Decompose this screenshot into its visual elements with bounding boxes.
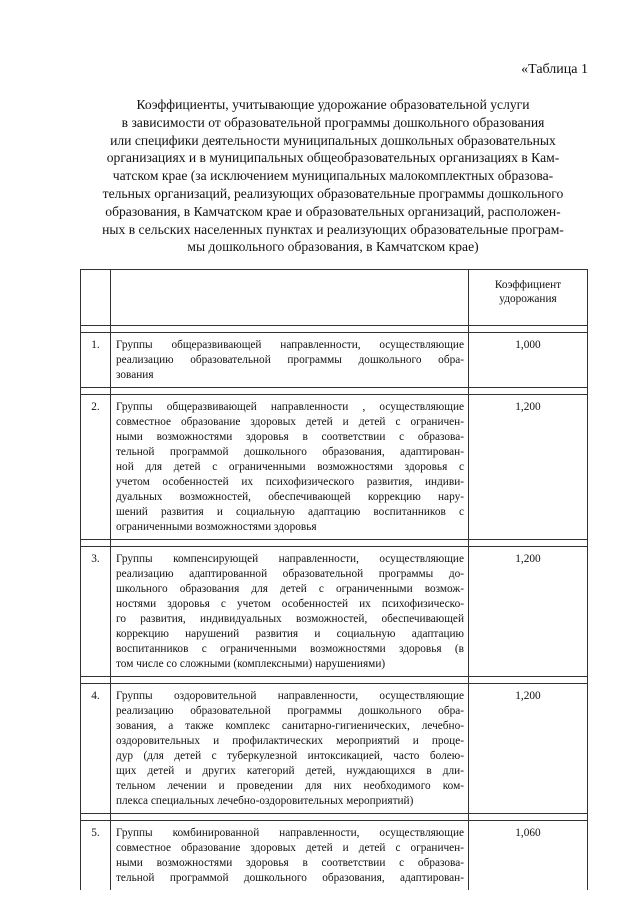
spacer-cell (469, 814, 588, 821)
caption-line: тельных организаций, реализующих образовательные программы дошкольного (102, 185, 564, 201)
row-number: 4. (81, 684, 111, 814)
table-row (81, 547, 588, 677)
description-line: тельной программой дошкольного образования, адаптирован- (116, 446, 464, 458)
spacer-cell (469, 677, 588, 684)
description-line: дуальных возможностей, обеспечивающей коррекцию нару- (116, 491, 464, 503)
table-label: «Таблица 1 (521, 62, 588, 77)
description-line: совместное образование здоровых детей и детей с ограничен- (116, 842, 464, 854)
description-line: школьного образования для детей с ограниченными возмож- (116, 583, 464, 595)
description-line: совместное образование здоровых детей и детей с ограничен- (116, 416, 464, 428)
description-line: реализацию образовательной программы дошкольного обра- (116, 354, 464, 366)
table-row (81, 684, 588, 814)
description-line: ограниченными возможностями здоровья (116, 521, 317, 533)
row-number: 5. (81, 821, 111, 891)
spacer-cell (81, 814, 111, 821)
description-line: учетом особенностей их психофизического развития, индиви- (116, 476, 464, 488)
group-description (111, 547, 469, 677)
table-header-row (81, 270, 588, 326)
row-number: 3. (81, 547, 111, 677)
coefficient-table (80, 269, 588, 890)
header-coef-cell: Коэффициент удорожания (469, 270, 588, 326)
description-line: зования (116, 369, 154, 381)
description-line: ными возможностями здоровья в соответствии с образова- (116, 857, 464, 869)
spacer-cell (81, 388, 111, 395)
description-line: воспитанников с ограниченными возможностями здоровья (в (116, 643, 464, 655)
table-spacer-row (81, 677, 588, 684)
description-line: тельной программой дошкольного образования, адаптирован- (116, 872, 464, 884)
table-spacer-row (81, 388, 588, 395)
description-line: тельном лечении и проведении для них необходимого ком- (116, 780, 464, 792)
header-name-cell (111, 270, 469, 326)
description-line: оздоровительных и профилактических мероприятий и проце- (116, 735, 464, 747)
caption-line: мы дошкольного образования, в Камчатском крае) (187, 239, 479, 255)
coefficient-value: 1,200 (469, 395, 588, 540)
description-line: щих детей и других категорий детей, нуждающихся в дли- (116, 765, 464, 777)
description-line: Группы общеразвивающей направленности , осуществляющие (116, 401, 464, 413)
coefficient-value: 1,060 (469, 821, 588, 891)
caption-line: в зависимости от образовательной программы дошкольного образования (121, 114, 545, 130)
group-description (111, 821, 469, 891)
header-num-cell (81, 270, 111, 326)
coefficient-value: 1,200 (469, 547, 588, 677)
caption-line: Коэффициенты, учитывающие удорожание образовательной услуги (136, 97, 530, 112)
description-line: Группы общеразвивающей направленности, осуществляющие (116, 339, 464, 351)
description-line: том числе со сложными (комплексными) нарушениями) (116, 658, 386, 670)
spacer-cell (111, 540, 469, 547)
group-description (111, 684, 469, 814)
table-caption (78, 96, 588, 256)
table-spacer-row (81, 814, 588, 821)
spacer-cell (469, 326, 588, 333)
description-line: реализацию образовательной программы дошкольного обра- (116, 705, 464, 717)
spacer-cell (469, 388, 588, 395)
group-description (111, 333, 469, 388)
spacer-cell (469, 540, 588, 547)
caption-line: или специфики деятельности муниципальных дошкольных образовательных (110, 132, 556, 148)
description-line: реализацию адаптированной образовательной программы до- (116, 568, 464, 580)
coefficient-value: 1,000 (469, 333, 588, 388)
description-line: ными возможностями здоровья в соответствии с образова- (116, 431, 464, 443)
caption-line: организациях и в муниципальных общеобразовательных организациях в Кам- (106, 150, 560, 166)
description-line: зования, а также комплекс санитарно-гигиенических, лечебно- (116, 720, 464, 732)
table-spacer-row (81, 540, 588, 547)
table-spacer-row (81, 326, 588, 333)
caption-line: ных в сельских населенных пунктах и реализующих образовательные програм- (102, 221, 564, 237)
caption-line: образования, в Камчатском крае и образовательных организаций, расположен- (105, 203, 561, 219)
description-line: ностями здоровья с учетом особенностей их психофизическо- (116, 598, 464, 610)
spacer-cell (111, 814, 469, 821)
table-row (81, 333, 588, 388)
description-line: шений развития и социальную адаптацию воспитанников с (116, 506, 464, 518)
row-number: 2. (81, 395, 111, 540)
description-line: дур (для детей с туберкулезной интоксикацией, часто болею- (116, 750, 464, 762)
group-description (111, 395, 469, 540)
spacer-cell (111, 388, 469, 395)
coefficient-value: 1,200 (469, 684, 588, 814)
description-line: Группы оздоровительной направленности, осуществляющие (116, 690, 464, 702)
row-number: 1. (81, 333, 111, 388)
spacer-cell (111, 677, 469, 684)
description-line: ной для детей с ограниченными возможностями здоровья с (116, 461, 464, 473)
spacer-cell (81, 540, 111, 547)
description-line: Группы комбинированной направленности, осуществляющие (116, 827, 464, 839)
description-line: го развития, индивидуальных возможностей, обеспечивающей (116, 613, 464, 625)
description-line: Группы компенсирующей направленности, осуществляющие (116, 553, 464, 565)
description-line: коррекцию нарушений развития и социальную адаптацию (116, 628, 464, 640)
spacer-cell (81, 326, 111, 333)
spacer-cell (81, 677, 111, 684)
table-row (81, 395, 588, 540)
table-row (81, 821, 588, 891)
caption-line: чатском крае (за исключением муниципальных малокомплектных образова- (112, 168, 554, 184)
spacer-cell (111, 326, 469, 333)
description-line: плекса специальных лечебно-оздоровительных мероприятий) (116, 795, 414, 807)
